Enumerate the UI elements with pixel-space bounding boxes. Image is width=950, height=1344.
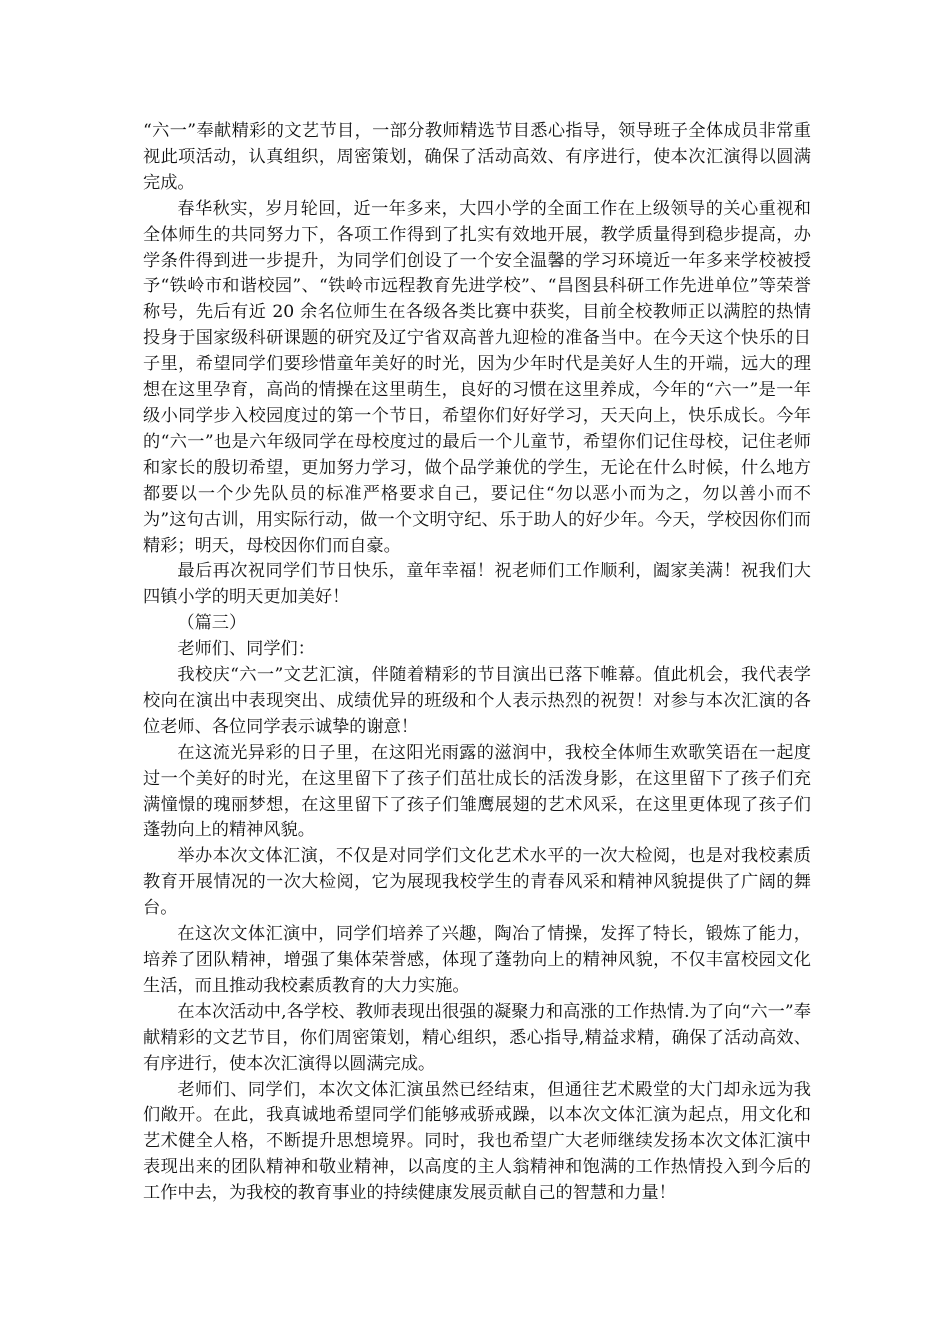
- paragraph-continuation: “六一”奉献精彩的文艺节目，一部分教师精选节目悉心指导，领导班子全体成员非常重视此项活动，认真组织，周密策划，确保了活动高效、有序进行，使本次汇演得以圆满完成。: [143, 121, 811, 193]
- paragraph-congratulations: 我校庆“六一”文艺汇演，伴随着精彩的节目演出已落下帷幕。值此机会，我代表学校向在演出中表现突出、成绩优异的班级和个人表示热烈的祝贺！对参与本次汇演的各位老师、各位同学表示诚挚的谢意！: [143, 665, 811, 737]
- paragraph-purpose: 举办本次文体汇演，不仅是对同学们文化艺术水平的一次大检阅，也是对我校素质教育开展情况的一次大检阅，它为展现我校学生的青春风采和精神风貌提供了广阔的舞台。: [143, 846, 811, 919]
- paragraph-memories: 在这流光异彩的日子里，在这阳光雨露的滋润中，我校全体师生欢歌笑语在一起度过一个美好的时光，在这里留下了孩子们茁壮成长的活泼身影，在这里留下了孩子们充满憧憬的瑰丽梦想，在这里留下了孩子们雏鹰展翅的艺术风采，在这里更体现了孩子们蓬勃向上的精神风貌。: [143, 742, 811, 841]
- paragraph-benefits: 在这次文体汇演中，同学们培养了兴趣，陶冶了情操，发挥了特长，锻炼了能力，培养了团队精神，增强了集体荣誉感，体现了蓬勃向上的精神风貌，不仅丰富校园文化生活，而且推动我校素质教育的大力实施。: [143, 924, 811, 996]
- paragraph-teachers: 在本次活动中,各学校、教师表现出很强的凝聚力和高涨的工作热情.为了向“六一”奉献精彩的文艺节目，你们周密策划，精心组织，悉心指导,精益求精，确保了活动高效、有序进行，使本次汇演得以圆满完成。: [143, 1001, 811, 1074]
- paragraph-conclusion: 老师们、同学们，本次文体汇演虽然已经结束，但通往艺术殿堂的大门却永远为我们敞开。在此，我真诚地希望同学们能够戒骄戒躁，以本次文体汇演为起点，用文化和艺术健全人格，不断提升思想境界。同时，我也希望广大老师继续发扬本次文体汇演中表现出来的团队精神和敬业精神，以高度的主人翁精神和饱满的工作热情投入到今后的工作中去，为我校的教育事业的持续健康发展贡献自己的智慧和力量！: [143, 1079, 811, 1204]
- paragraph-achievements: 春华秋实，岁月轮回，近一年多来，大四小学的全面工作在上级领导的关心重视和全体师生的共同努力下，各项工作得到了扎实有效地开展，教学质量得到稳步提高，办学条件得到进一步提升，为同学们创设了一个安全温馨的学习环境近一年多来学校被授予“铁岭市和谐校园”、“铁岭市远程教育先进学校”、“昌图县科研工作先进单位”等荣誉称号，先后有近 20 余名位师生在各级各类比赛中获奖，目前全校教师正以满腔的热情投身于国家级科研课题的研究及辽宁省双高普九迎检的准备当中。在今天这个快乐的日子里，希望同学们要珍惜童年美好的时光，因为少年时代是美好人生的开端，远大的理想在这里孕育，高尚的情操在这里萌生，良好的习惯在这里养成，今年的“六一”是一年级小同学步入校园度过的第一个节日，希望你们好好学习，天天向上，快乐成长。今年的“六一”也是六年级同学在母校度过的最后一个儿童节，希望你们记住母校，记住老师和家长的殷切希望，更加努力学习，做个品学兼优的学生，无论在什么时候，什么地方都要以一个少先队员的标准严格要求自己，要记住“勿以恶小而为之，勿以善小而不为”这句古训，用实际行动，做一个文明守纪、乐于助人的好少年。今天，学校因你们而精彩；明天，母校因你们而自豪。: [143, 198, 811, 556]
- document-body: [143, 119, 811, 1207]
- paragraph-closing-wishes: 最后再次祝同学们节日快乐，童年幸福！祝老师们工作顺利，阖家美满！祝我们大四镇小学的明天更加美好！: [143, 561, 811, 608]
- section-heading: （篇三）: [177, 613, 247, 634]
- salutation: 老师们、同学们：: [177, 639, 315, 660]
